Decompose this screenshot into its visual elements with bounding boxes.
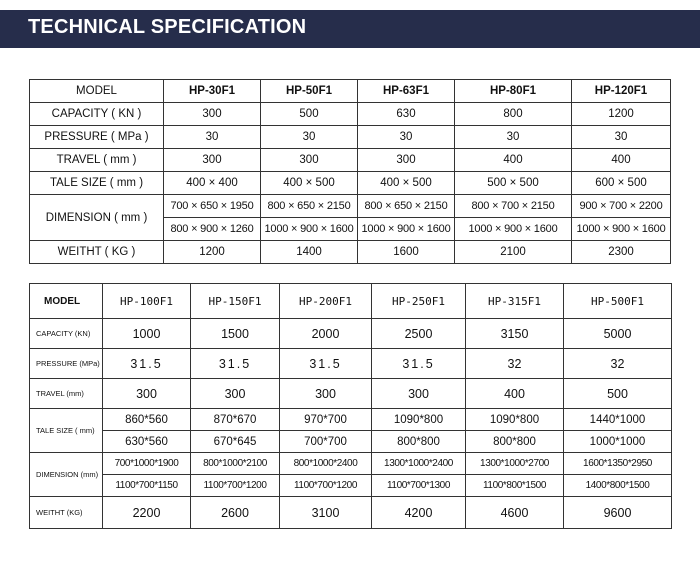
row-label: TRAVEL (mm) (30, 379, 103, 409)
spec-table-small-models (29, 79, 671, 264)
table-cell: 1100*700*1200 (191, 475, 280, 497)
table-cell: 2000 (280, 319, 372, 349)
model-name: HP-500F1 (564, 284, 672, 319)
table-cell: 30 (455, 126, 572, 149)
table-cell: 32 (564, 349, 672, 379)
table-cell: 800 × 650 × 2150 (358, 195, 455, 218)
table-cell: 2600 (191, 497, 280, 529)
table-cell: 1000 × 900 × 1600 (572, 218, 671, 241)
table-cell: 2300 (572, 241, 671, 264)
table-cell: 32 (466, 349, 564, 379)
tale-size-row (30, 409, 672, 431)
row-label: DIMENSION (mm) (30, 453, 103, 497)
table-cell: 600 × 500 (572, 172, 671, 195)
table-cell: 1200 (572, 103, 671, 126)
title-banner (0, 10, 700, 48)
weight-row (30, 241, 671, 264)
table-header-row (30, 284, 672, 319)
table-cell: 500 × 500 (455, 172, 572, 195)
table-cell: 860*560 (103, 409, 191, 431)
table-cell: 2200 (103, 497, 191, 529)
table-cell: 9600 (564, 497, 672, 529)
model-name: HP-50F1 (261, 80, 358, 103)
model-name: HP-250F1 (372, 284, 466, 319)
table-cell: 5000 (564, 319, 672, 349)
table-cell: 300 (164, 149, 261, 172)
table-cell: 4200 (372, 497, 466, 529)
table-cell: 1000*1000 (564, 431, 672, 453)
row-label: TALE SIZE ( mm) (30, 409, 103, 453)
table-cell: 30 (164, 126, 261, 149)
travel-row (30, 149, 671, 172)
table-cell: 3150 (466, 319, 564, 349)
table-cell: 1100*700*1150 (103, 475, 191, 497)
table-cell: 1000 × 900 × 1600 (261, 218, 358, 241)
table-cell: 1600 (358, 241, 455, 264)
table-cell: 700*700 (280, 431, 372, 453)
table-cell: 1000 × 900 × 1600 (358, 218, 455, 241)
table-cell: 1440*1000 (564, 409, 672, 431)
row-label: CAPACITY (KN) (30, 319, 103, 349)
weight-row (30, 497, 672, 529)
pressure-row (30, 349, 672, 379)
table-cell: 500 (564, 379, 672, 409)
table-cell: 1500 (191, 319, 280, 349)
table-cell: 300 (280, 379, 372, 409)
table-cell: 300 (358, 149, 455, 172)
row-label: CAPACITY ( KN ) (30, 103, 164, 126)
table-cell: 630*560 (103, 431, 191, 453)
table-cell: 2100 (455, 241, 572, 264)
table-cell: 2500 (372, 319, 466, 349)
table-cell: 400 (455, 149, 572, 172)
row-label: PRESSURE ( MPa ) (30, 126, 164, 149)
table-cell: 1000 (103, 319, 191, 349)
table-cell: 31.5 (280, 349, 372, 379)
model-label: MODEL (30, 284, 103, 319)
dimension-row-2 (30, 475, 672, 497)
table-cell: 800*800 (372, 431, 466, 453)
table-cell: 670*645 (191, 431, 280, 453)
table-cell: 31.5 (372, 349, 466, 379)
table-cell: 500 (261, 103, 358, 126)
page-title: TECHNICAL SPECIFICATION (28, 16, 307, 38)
table-cell: 800*1000*2400 (280, 453, 372, 475)
row-label: TRAVEL ( mm ) (30, 149, 164, 172)
table-cell: 800 × 900 × 1260 (164, 218, 261, 241)
tale-size-row-2 (30, 431, 672, 453)
table-cell: 30 (572, 126, 671, 149)
table-cell: 1400 (261, 241, 358, 264)
table-cell: 1090*800 (372, 409, 466, 431)
table-cell: 1400*800*1500 (564, 475, 672, 497)
table-cell: 1090*800 (466, 409, 564, 431)
table-cell: 400 × 400 (164, 172, 261, 195)
table-cell: 1100*700*1300 (372, 475, 466, 497)
model-name: HP-120F1 (572, 80, 671, 103)
table-cell: 300 (261, 149, 358, 172)
spec-table-large-models (29, 283, 672, 529)
table-cell: 1600*1350*2950 (564, 453, 672, 475)
table-cell: 3100 (280, 497, 372, 529)
tale-size-row (30, 172, 671, 195)
table-cell: 300 (103, 379, 191, 409)
table-cell: 800*1000*2100 (191, 453, 280, 475)
table-cell: 1100*700*1200 (280, 475, 372, 497)
row-label: DIMENSION ( mm ) (30, 195, 164, 241)
table-cell: 700 × 650 × 1950 (164, 195, 261, 218)
table-cell: 800 (455, 103, 572, 126)
model-name: HP-100F1 (103, 284, 191, 319)
travel-row (30, 379, 672, 409)
table-cell: 1300*1000*2700 (466, 453, 564, 475)
table-cell: 1100*800*1500 (466, 475, 564, 497)
capacity-row (30, 319, 672, 349)
model-name: HP-200F1 (280, 284, 372, 319)
table-cell: 970*700 (280, 409, 372, 431)
table-cell: 31.5 (103, 349, 191, 379)
table-cell: 300 (372, 379, 466, 409)
row-label: WEITHT (KG) (30, 497, 103, 529)
table-header-row (30, 80, 671, 103)
table-cell: 400 × 500 (358, 172, 455, 195)
pressure-row (30, 126, 671, 149)
model-name: HP-30F1 (164, 80, 261, 103)
table-cell: 800*800 (466, 431, 564, 453)
dimension-row (30, 453, 672, 475)
table-cell: 870*670 (191, 409, 280, 431)
table-cell: 400 (572, 149, 671, 172)
model-name: HP-63F1 (358, 80, 455, 103)
row-label: TALE SIZE ( mm ) (30, 172, 164, 195)
table-cell: 900 × 700 × 2200 (572, 195, 671, 218)
table-cell: 1000 × 900 × 1600 (455, 218, 572, 241)
row-label: WEITHT ( KG ) (30, 241, 164, 264)
table-cell: 300 (164, 103, 261, 126)
model-name: HP-315F1 (466, 284, 564, 319)
table-cell: 1200 (164, 241, 261, 264)
dimension-row (30, 195, 671, 218)
table-cell: 400 × 500 (261, 172, 358, 195)
capacity-row (30, 103, 671, 126)
table-cell: 630 (358, 103, 455, 126)
table-cell: 4600 (466, 497, 564, 529)
table-cell: 300 (191, 379, 280, 409)
table-cell: 31.5 (191, 349, 280, 379)
model-label: MODEL (30, 80, 164, 103)
table-cell: 400 (466, 379, 564, 409)
table-cell: 700*1000*1900 (103, 453, 191, 475)
row-label: PRESSURE (MPa) (30, 349, 103, 379)
table-cell: 30 (358, 126, 455, 149)
model-name: HP-80F1 (455, 80, 572, 103)
table-cell: 30 (261, 126, 358, 149)
table-cell: 800 × 650 × 2150 (261, 195, 358, 218)
model-name: HP-150F1 (191, 284, 280, 319)
table-cell: 1300*1000*2400 (372, 453, 466, 475)
table-cell: 800 × 700 × 2150 (455, 195, 572, 218)
